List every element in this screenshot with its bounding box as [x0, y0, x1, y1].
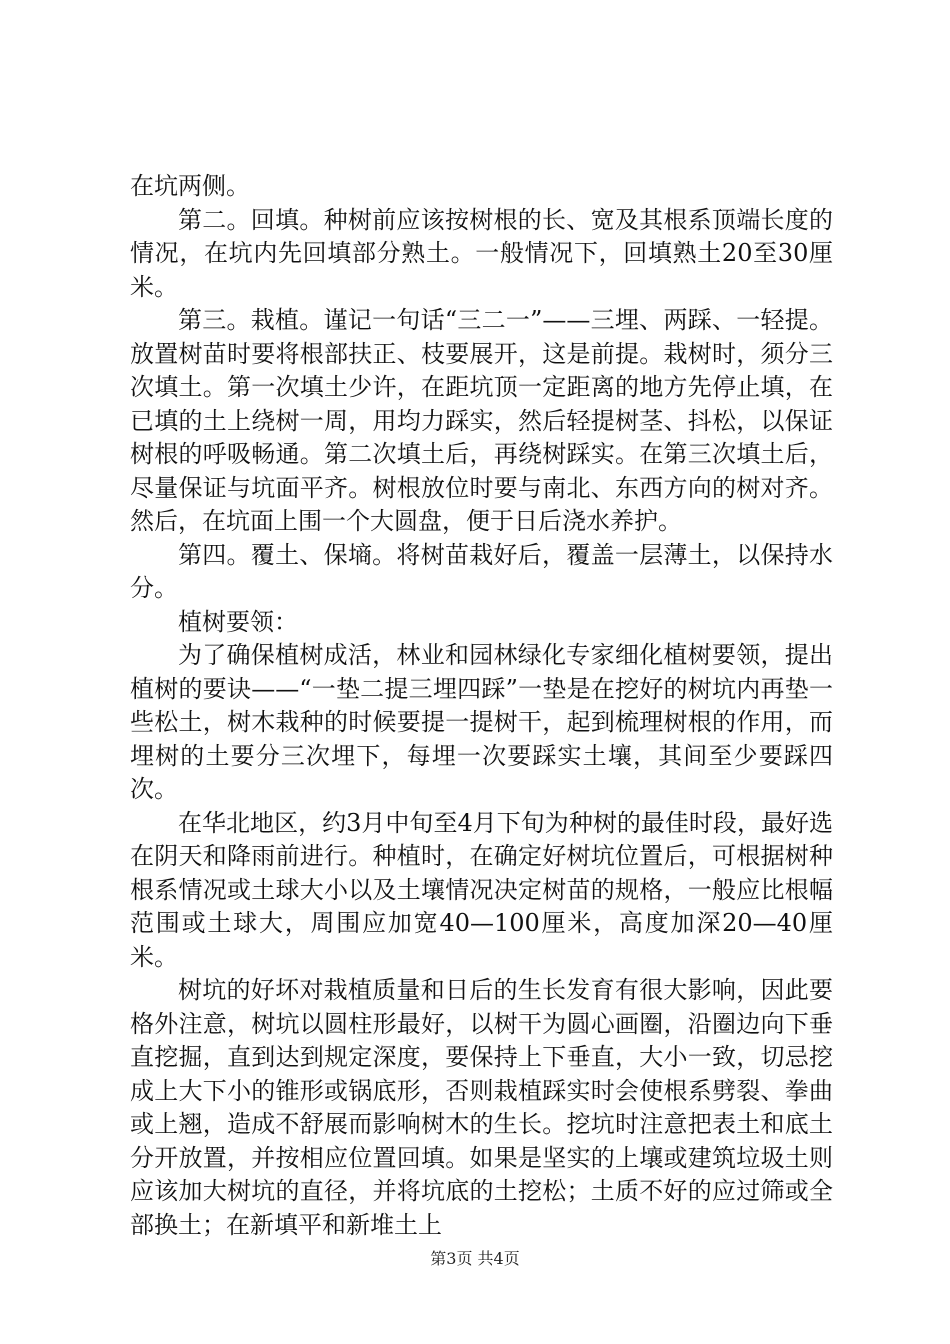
page-footer: 第3页 共4页: [430, 1249, 520, 1268]
paragraph-5: 为了确保植树成活，林业和园林绿化专家细化植树要领，提出植树的要诀——“一垫二提三埋四踩”一垫是在挖好的树坑内再垫一些松土，树木栽种的时候要提一提树干，起到梳理树根的作用，而埋树的土要分三次埋下，每埋一次要踩实土壤，其间至少要踩四次。: [130, 641, 833, 803]
paragraph-4: 第四。覆土、保墒。将树苗栽好后，覆盖一层薄土，以保持水分。: [130, 540, 833, 602]
paragraph-1: 在坑两侧。: [130, 172, 250, 200]
paragraph-2: 第二。回填。种树前应该按树根的长、宽及其根系顶端长度的情况，在坑内先回填部分熟土。一般情况下，回填熟土20至30厘米。: [130, 205, 833, 301]
paragraph-3: 第三。栽植。谨记一句话“三二一”——三埋、两踩、一轻提。放置树苗时要将根部扶正、枝要展开，这是前提。栽树时，须分三次填土。第一次填土少许，在距坑顶一定距离的地方先停止填，在已填的土上绕树一周，用均力踩实，然后轻提树茎、抖松，以保证树根的呼吸畅通。第二次填土后，再绕树踩实。在第三次填土后，尽量保证与坑面平齐。树根放位时要与南北、东西方向的树对齐。然后，在坑面上围一个大圆盘，便于日后浇水养护。: [130, 306, 833, 535]
body-text: [130, 170, 833, 1242]
paragraph-7: 树坑的好坏对栽植质量和日后的生长发育有很大影响，因此要格外注意，树坑以圆柱形最好，以树干为圆心画圈，沿圈边向下垂直挖掘，直到达到规定深度，要保持上下垂直，大小一致，切忌挖成上大下小的锥形或锅底形，否则栽植踩实时会使根系劈裂、拳曲或上翘，造成不舒展而影响树木的生长。挖坑时注意把表土和底土分开放置，并按相应位置回填。如果是坚实的上壤或建筑垃圾土则应该加大树坑的直径，并将坑底的土挖松；土质不好的应过筛或全部换土；在新填平和新堆土上: [130, 976, 833, 1239]
paragraph-6: 在华北地区，约3月中旬至4月下旬为种树的最佳时段，最好选在阴天和降雨前进行。种植时，在确定好树坑位置后，可根据树种根系情况或土球大小以及土壤情况决定树苗的规格，一般应比根幅范围或土球大，周围应加宽40—100厘米，高度加深20—40厘米。: [130, 808, 833, 971]
section-heading: 植树要领：: [178, 607, 298, 636]
